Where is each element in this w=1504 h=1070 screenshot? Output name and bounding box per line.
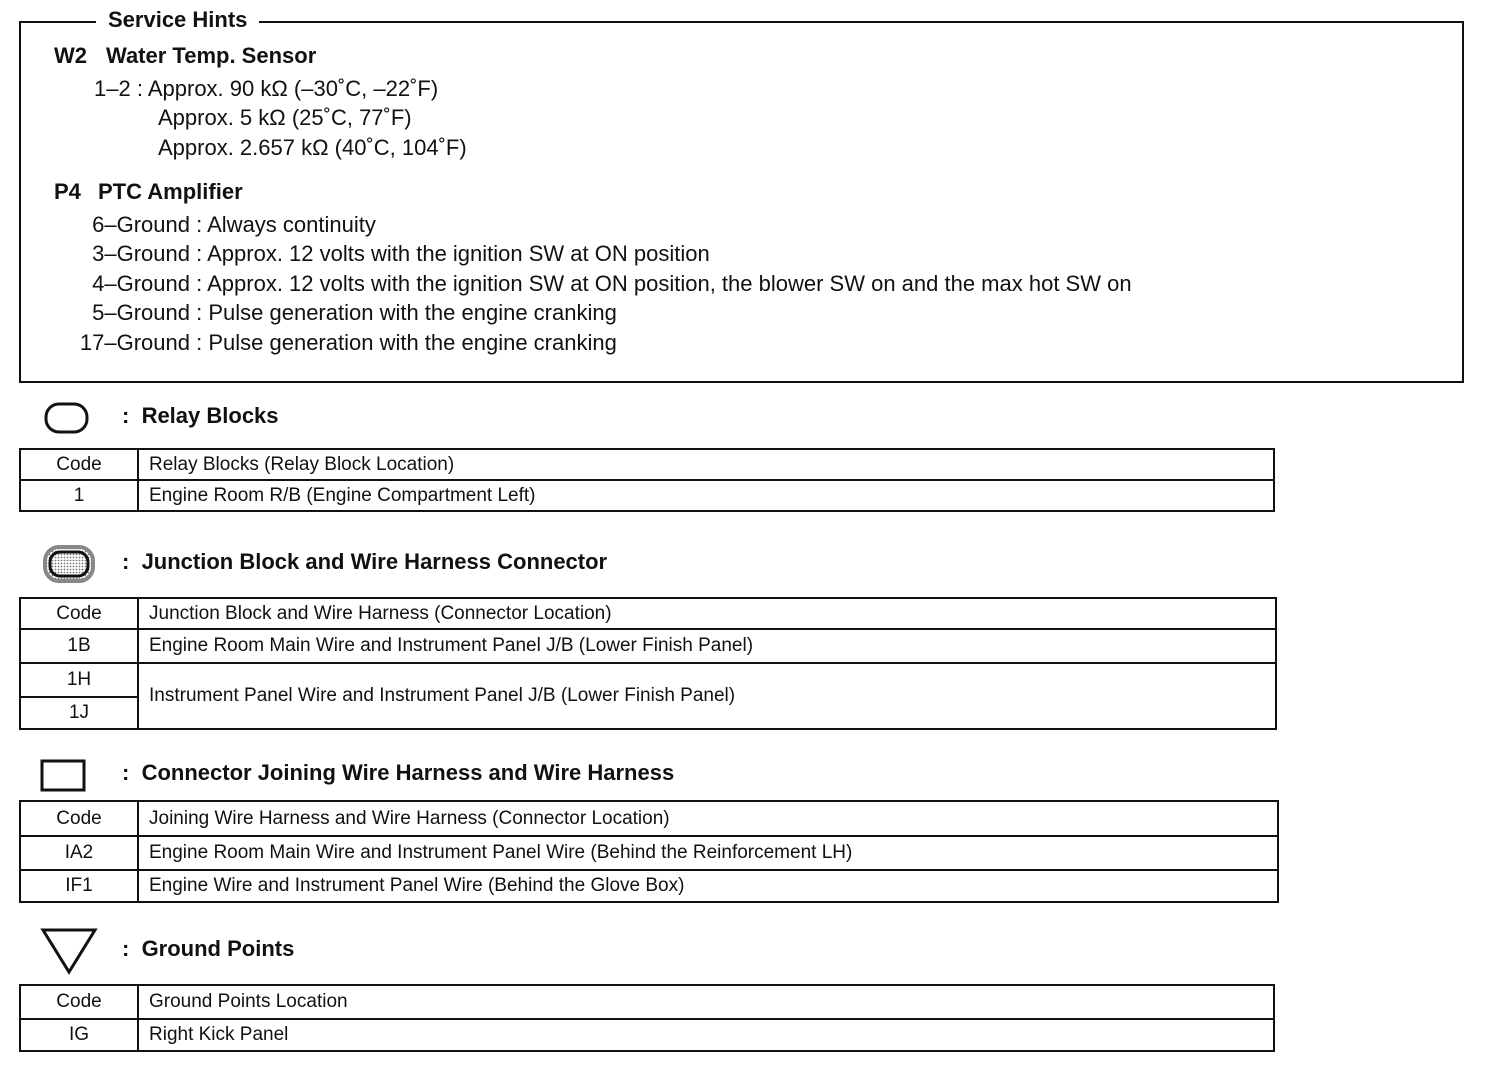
hint-value: Always continuity <box>207 212 376 237</box>
table-header-code: Code <box>20 598 138 629</box>
hint-label: 5–Ground <box>92 300 190 325</box>
component-code: W2 <box>54 43 87 68</box>
table-row <box>20 480 1274 511</box>
section-title-text: Connector Joining Wire Harness and Wire Harness <box>141 760 675 785</box>
hint-label: 4–Ground <box>92 271 190 296</box>
table-cell-code: 1B <box>20 629 138 663</box>
table-cell-code: 1 <box>20 480 138 511</box>
component-w2-heading <box>54 42 316 70</box>
colon: : <box>122 936 130 961</box>
table-row <box>20 663 1276 697</box>
table-cell-code: 1J <box>20 697 138 729</box>
table-row <box>20 629 1276 663</box>
connector-joining-symbol-icon <box>40 758 88 794</box>
colon: : <box>122 760 130 785</box>
table-header-code: Code <box>20 449 138 480</box>
hint-value: Approx. 2.657 kΩ (40˚C, 104˚F) <box>158 135 467 160</box>
table-cell-code: 1H <box>20 663 138 697</box>
ground-points-table <box>19 984 1275 1052</box>
relay-block-symbol-icon <box>44 402 90 434</box>
hint-label: 17–Ground <box>79 330 190 355</box>
table-cell-location: Instrument Panel Wire and Instrument Panel J/B (Lower Finish Panel) <box>138 663 1276 729</box>
ground-point-triangle-icon <box>40 926 100 976</box>
connector-joining-table <box>19 800 1279 903</box>
section-title-connector-joining <box>122 759 674 787</box>
hint-value: Approx. 5 kΩ (25˚C, 77˚F) <box>158 105 412 130</box>
table-header-location: Ground Points Location <box>138 985 1274 1019</box>
section-title-text: Relay Blocks <box>141 403 279 428</box>
table-cell-code: IG <box>20 1019 138 1051</box>
table-header-location: Joining Wire Harness and Wire Harness (Connector Location) <box>138 801 1278 836</box>
hint-label: 6–Ground <box>92 212 190 237</box>
section-title-junction-block <box>122 548 607 576</box>
section-title-ground-points <box>122 935 294 963</box>
junction-block-symbol-icon <box>42 544 96 584</box>
table-header-row <box>20 985 1274 1019</box>
junction-block-table <box>19 597 1277 730</box>
table-header-code: Code <box>20 801 138 836</box>
table-cell-code: IF1 <box>20 870 138 902</box>
table-header-row <box>20 598 1276 629</box>
hint-value: Approx. 12 volts with the ignition SW at ON position, the blower SW on and the max hot SW on <box>207 271 1132 296</box>
component-code: P4 <box>54 179 81 204</box>
section-title-relay-blocks <box>122 402 279 430</box>
section-title-text: Junction Block and Wire Harness Connector <box>141 549 608 574</box>
component-name: PTC Amplifier <box>98 179 243 204</box>
hint-value: Approx. 90 kΩ (–30˚C, –22˚F) <box>147 76 439 101</box>
component-name: Water Temp. Sensor <box>106 43 317 68</box>
hint-row: 1–2 : Approx. 90 kΩ (–30˚C, –22˚F) <box>94 76 439 101</box>
table-cell-location: Engine Room R/B (Engine Compartment Left) <box>138 480 1274 511</box>
colon: : <box>122 549 130 574</box>
hint-value: Approx. 12 volts with the ignition SW at ON position <box>207 241 710 266</box>
hint-label: 1–2 <box>94 76 131 101</box>
hint-value: Pulse generation with the engine cranking <box>208 330 617 355</box>
component-p4-heading <box>54 178 243 206</box>
service-hints-title: Service Hints <box>96 6 259 34</box>
table-header-location: Relay Blocks (Relay Block Location) <box>138 449 1274 480</box>
hint-value: Pulse generation with the engine cranking <box>208 300 617 325</box>
table-header-code: Code <box>20 985 138 1019</box>
table-header-location: Junction Block and Wire Harness (Connector Location) <box>138 598 1276 629</box>
hint-row: 5–Ground : Pulse generation with the engine cranking <box>54 299 617 327</box>
table-row <box>20 836 1278 870</box>
hint-row: 4–Ground : Approx. 12 volts with the ignition SW at ON position, the blower SW on and the max hot SW on <box>54 270 1132 298</box>
relay-blocks-table <box>19 448 1275 512</box>
section-title-text: Ground Points <box>141 936 295 961</box>
table-cell-code: IA2 <box>20 836 138 870</box>
table-cell-location: Engine Wire and Instrument Panel Wire (Behind the Glove Box) <box>138 870 1278 902</box>
hint-row <box>158 134 467 162</box>
hint-row <box>158 104 412 132</box>
table-row <box>20 1019 1274 1051</box>
table-cell-location: Right Kick Panel <box>138 1019 1274 1051</box>
hint-row: 3–Ground : Approx. 12 volts with the ignition SW at ON position <box>54 240 710 268</box>
colon: : <box>122 403 130 428</box>
table-row <box>20 870 1278 902</box>
hint-row: 6–Ground : Always continuity <box>54 211 376 239</box>
table-header-row <box>20 449 1274 480</box>
hint-row: 17–Ground : Pulse generation with the engine cranking <box>54 329 617 357</box>
table-cell-location: Engine Room Main Wire and Instrument Panel J/B (Lower Finish Panel) <box>138 629 1276 663</box>
table-header-row <box>20 801 1278 836</box>
hint-label: 3–Ground <box>92 241 190 266</box>
table-cell-location: Engine Room Main Wire and Instrument Panel Wire (Behind the Reinforcement LH) <box>138 836 1278 870</box>
